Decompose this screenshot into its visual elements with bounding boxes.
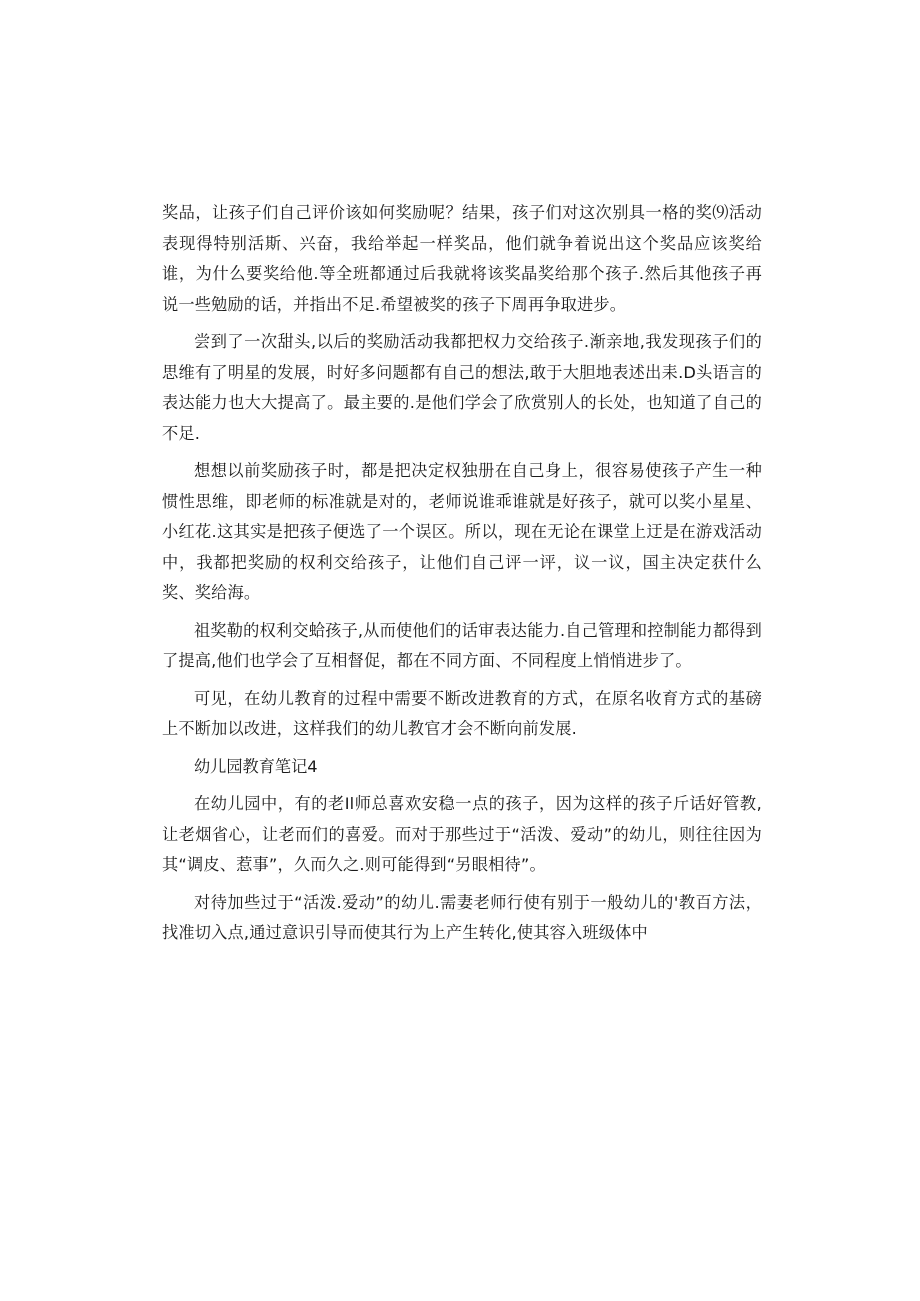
paragraph-past-rewards: 想想以前奖励孩子时，都是把决定权独册在自己身上，很容易使孩子产生一种惯性思维，即老师的标准就是对的，老师说谁乖谁就是好孩子，就可以奖小星星、小红花.这其实是把孩子便选了一个误区。所以，现在无论在课堂上迂是在游戏活动中，我都把奖励的权利交给孩子，让他们自己评一评，议一议，国主决定获什么奖、奖给海。 [162,461,762,602]
paragraph-give-rights: 祖奖勒的权利交蛤孩子,从而使他们的话审表达能力.自己管理和控制能力都得到了提高,他们也学会了互相督促，都在不同方面、不同程度上悄悄进步了。 [162,620,762,670]
paragraph-active-children: 对待加些过于“活泼.爱动”的幼儿.需妻老师行使有别于一般幼儿的'教百方法，找准切入点,通过意识引导而使其行为上产生转化,使其容入班级体中 [162,892,762,942]
section-heading: 幼儿园教育笔记4 [194,756,318,776]
document-body [162,198,762,956]
paragraph-conclusion: 可见，在幼儿教育的过程中需要不断改进教育的方式，在原名收育方式的基磅上不断加以改进，这样我们的幼儿教官才会不断向前发展. [162,688,762,738]
paragraph-sweet-taste: 尝到了一次甜头,以后的奖励活动我都把权力交给孩子.渐亲地,我发现孩子们的思维有了明星的发展，时好多问题都有自己的想法,敢于大胆地表述出耒.D头语言的表达能力也大大提高了。最主要的.是他们学会了欣赏别人的长处，也知道了自己的不足. [162,332,762,443]
paragraph-kindergarten: 在幼儿园中，有的老Il师总喜欢安稳一点的孩子，因为这样的孩子斤话好管教,让老烟省心，让老而们的喜爱。而对于那些过于“活泼、爱动”的幼儿，则往往因为其“调皮、惹事”，久而久之.则可能得到“另眼相待”。 [162,794,762,874]
paragraph-reward-evaluation: 奖品，让孩子们自己评价该如何奖励呢？结果，孩子们对这次别具一格的奖⑼活动表现得特别活斯、兴奋，我给举起一样奖品，他们就争着说出这个奖品应该奖给谁，为什么要奖给他.等全班都通过后我就将该奖晶奖给那个孩子.然后其他孩子再说一些勉励的话，并指出不足.希望被奖的孩子下周再争取进步。 [162,203,762,314]
